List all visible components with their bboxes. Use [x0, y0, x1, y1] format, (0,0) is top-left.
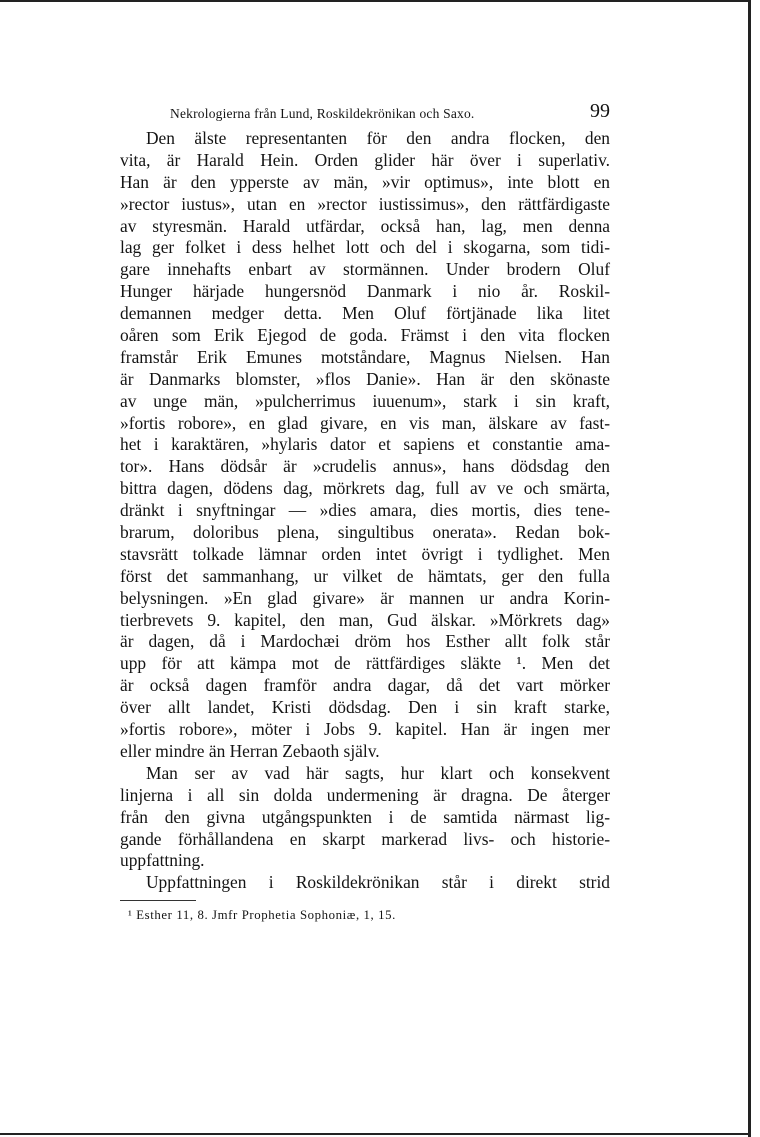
paragraph-1-line: Han är den ypperste av män, »vir optimus», inte blott en	[120, 171, 610, 192]
paragraph-1-line: dränkt i snyftningar — »dies amara, dies mortis, dies tene-	[120, 500, 610, 521]
paragraph-1-line: gare innehafts enbart av stormännen. Under brodern Oluf	[120, 259, 610, 280]
paragraph-1-line: »fortis robore», en glad givare, en vis man, älskare av fast-	[120, 412, 610, 433]
footnote-rule	[120, 900, 196, 901]
paragraph-1-line: Hunger härjade hungersnöd Danmark i nio år. Roskil-	[120, 281, 610, 302]
paragraph-1-line: stavsrätt tolkade lämnar orden intet övrigt i tydlighet. Men	[120, 543, 610, 564]
paragraph-3-line: Uppfattningen i Roskildekrönikan står i direkt strid	[146, 872, 610, 893]
paragraph-1-line: tierbrevets 9. kapitel, den man, Gud älskar. »Mörkrets dag»	[120, 609, 610, 630]
paragraph-1-line: framstår Erik Emunes motståndare, Magnus Nielsen. Han	[120, 346, 610, 367]
paragraph-1-line: upp för att kämpa mot de rättfärdiges släkte ¹. Men det	[120, 653, 610, 674]
paragraph-1-line: brarum, doloribus plena, singultibus onerata». Redan bok-	[120, 522, 610, 543]
paragraph-1-line: är dagen, då i Mardochæi dröm hos Esther allt folk står	[120, 631, 610, 652]
paragraph-1-line: oåren som Erik Ejegod de goda. Främst i den vita flocken	[120, 325, 610, 346]
paragraph-1-line: är också dagen framför andra dagar, då det vart mörker	[120, 675, 610, 696]
paragraph-1-line: av styresmän. Harald utfärdar, också han, lag, men denna	[120, 215, 610, 236]
paragraph-1-line: »fortis robore», möter i Jobs 9. kapitel. Han är ingen mer	[120, 719, 610, 740]
paragraph-1-line: över allt landet, Kristi dödsdag. Den i sin kraft starke,	[120, 697, 610, 718]
paragraph-2-line: linjerna i all sin dolda undermening är dragna. De återger	[120, 784, 610, 805]
paragraph-1-line: eller mindre än Herran Zebaoth själv.	[120, 740, 380, 761]
paragraph-1-line: het i karaktären, »hylaris dator et sapiens et constantie ama-	[120, 434, 610, 455]
paragraph-1-line: bittra dagen, dödens dag, mörkrets dag, full av ve och smärta,	[120, 478, 610, 499]
paragraph-1-line: av unge män, »pulcherrimus iuuenum», stark i sin kraft,	[120, 390, 610, 411]
paragraph-1-line: tor». Hans dödsår är »crudelis annus», hans dödsdag den	[120, 456, 610, 477]
paragraph-1-line: belysningen. »En glad givare» är mannen ur andra Korin-	[120, 587, 610, 608]
body-text	[120, 128, 610, 894]
paragraph-1-line: »rector iustus», utan en »rector iustissimus», den rättfärdigaste	[120, 193, 610, 214]
paragraph-1-line: först det sammanhang, ur vilket de hämtats, ger den fulla	[120, 565, 610, 586]
scan-border-bottom	[0, 1133, 751, 1135]
paragraph-1-line: Den älste representanten för den andra flocken, den	[146, 128, 610, 148]
paragraph-2-line: Man ser av vad här sagts, hur klart och konsekvent	[146, 762, 610, 783]
paragraph-1-line: lag ger folket i dess helhet lott och del i skogarna, som tidi-	[120, 237, 610, 258]
running-head-title: Nekrologierna från Lund, Roskildekrönikan och Saxo.	[170, 106, 475, 121]
scan-border-right	[748, 0, 751, 1137]
paragraph-2-line: uppfattning.	[120, 850, 205, 871]
scan-border-top	[0, 0, 748, 2]
paragraph-1-line: demannen medger detta. Men Oluf förtjänade lika litet	[120, 303, 610, 324]
page-number: 99	[590, 100, 610, 122]
paragraph-1-line: är Danmarks blomster, »flos Danie». Han är den skönaste	[120, 368, 610, 389]
running-head	[120, 100, 610, 130]
paragraph-2-line: gande förhållandena en skarpt markerad livs- och historie-	[120, 828, 610, 849]
footnote: ¹ Esther 11, 8. Jmfr Prophetia Sophoniæ, 1, 15.	[128, 908, 396, 922]
paragraph-1-line: vita, är Harald Hein. Orden glider här över i superlativ.	[120, 149, 610, 170]
paragraph-2-line: från den givna utgångspunkten i de samtida närmast lig-	[120, 806, 610, 827]
